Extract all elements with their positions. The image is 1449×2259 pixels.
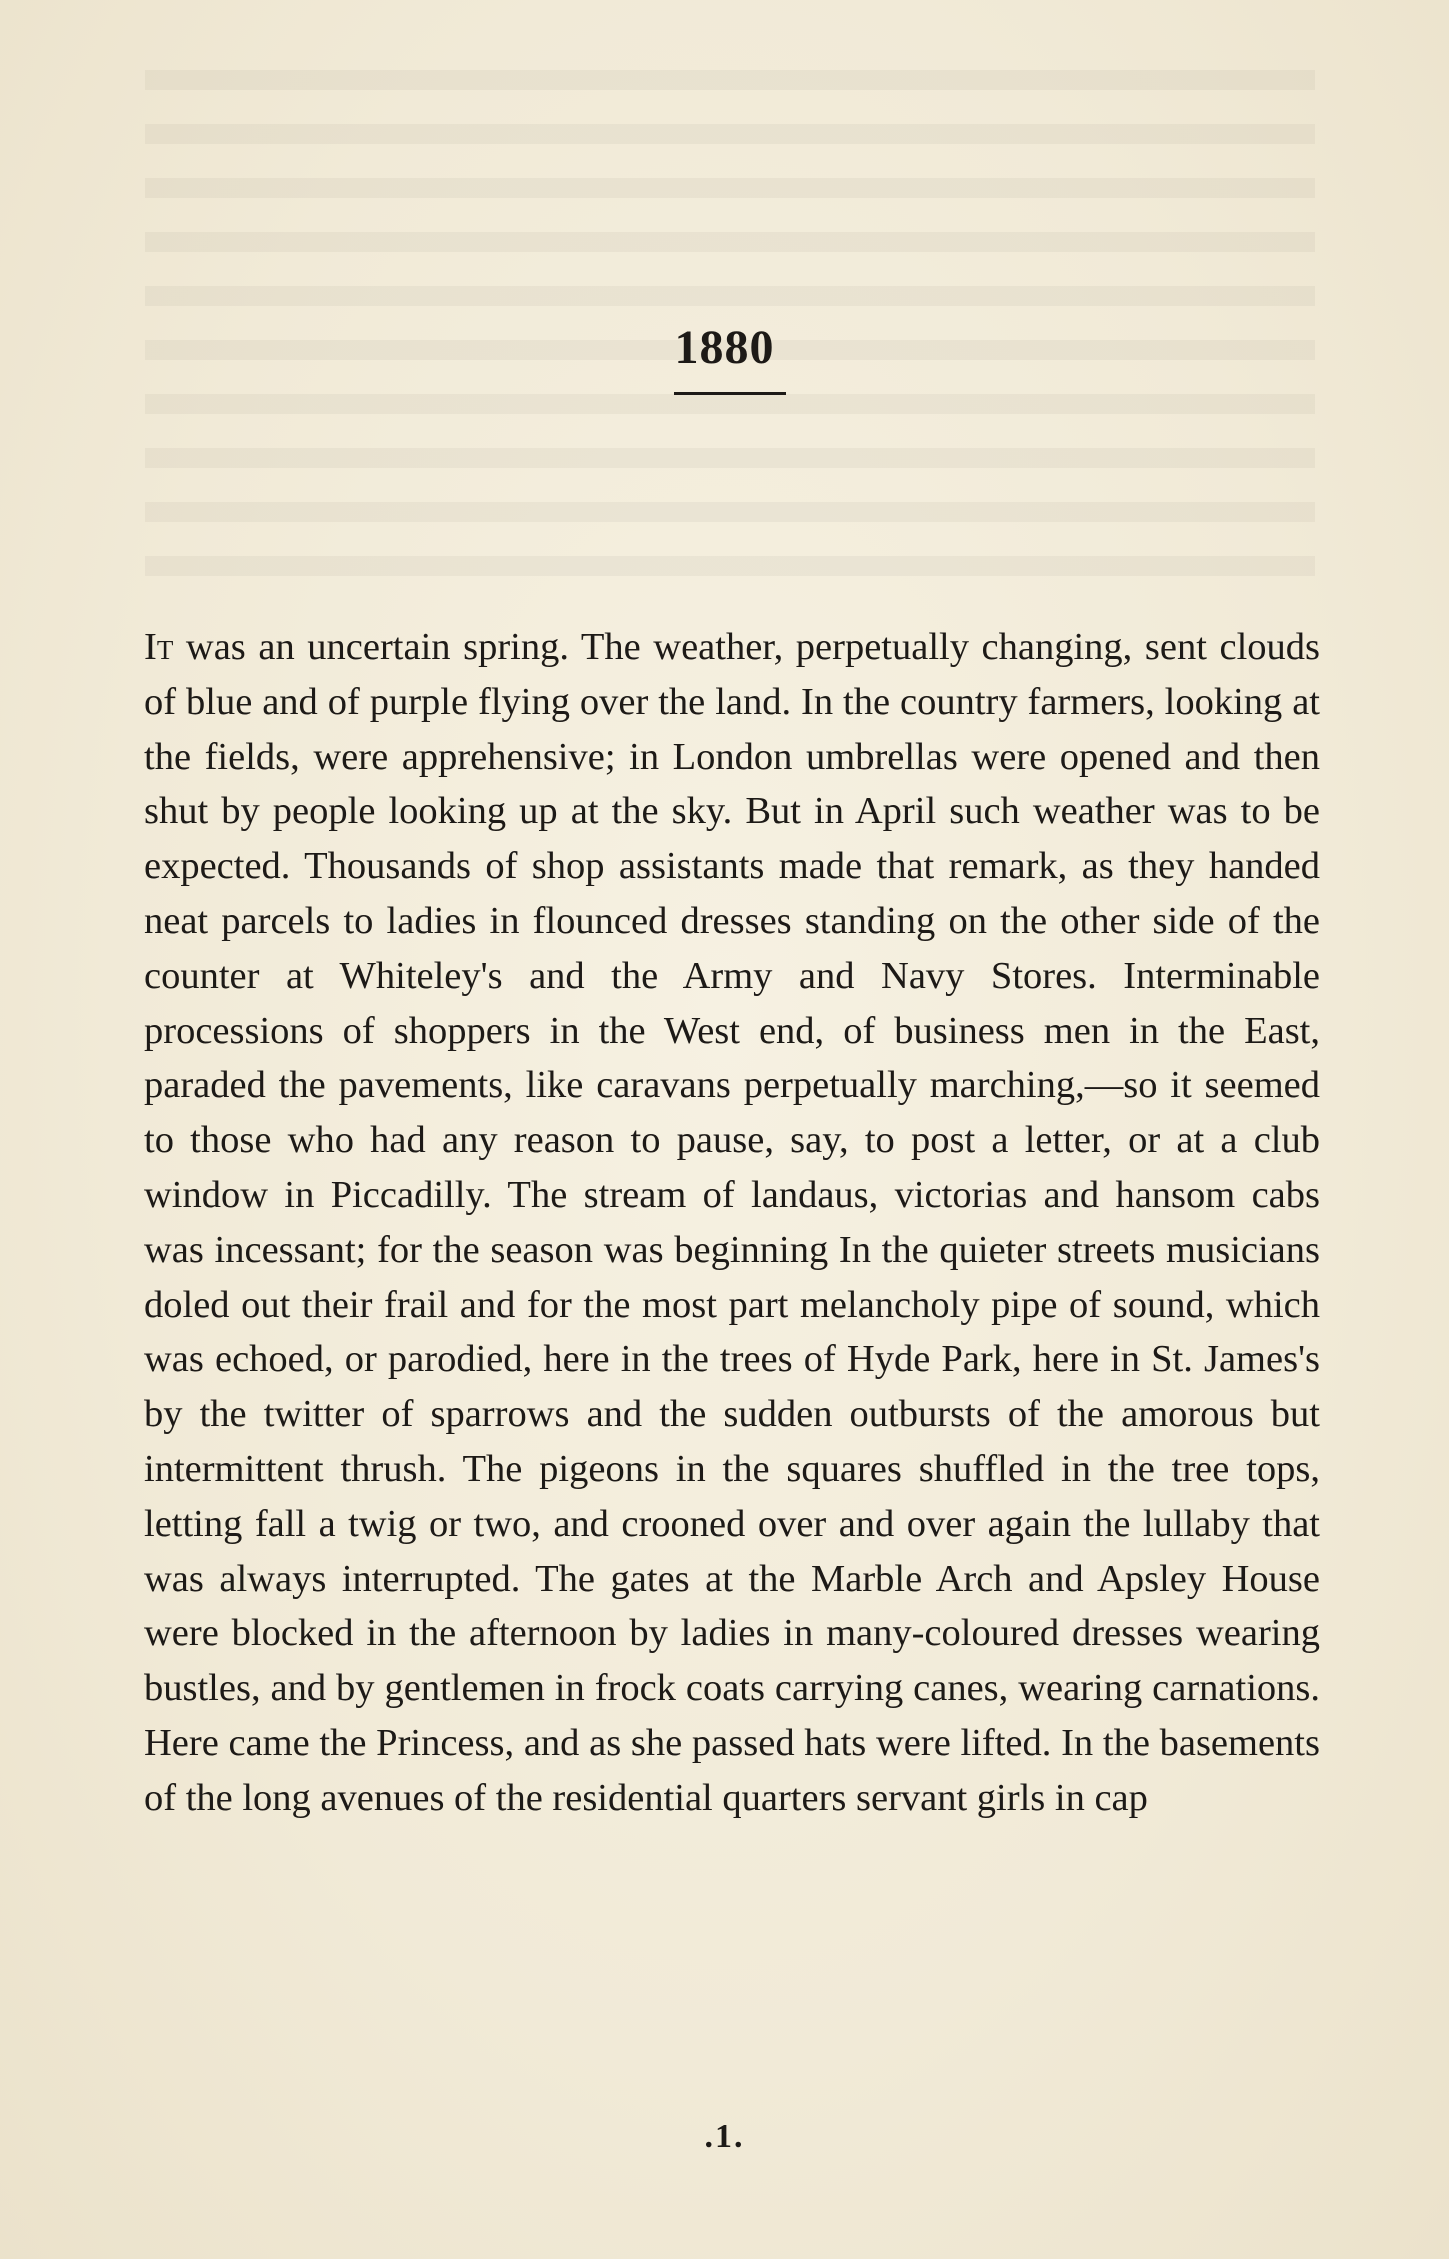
- page-number: .1.: [704, 2118, 745, 2155]
- paragraph-text: was an uncertain spring. The weather, perpetually changing, sent clouds of blue and of purple flying over the land. In the country farmers, looking at the fields, were apprehensive; in London umbrellas were opened and then shut by people looking up at the sky. But in April such weather was to be expected. Thousands of shop assistants made that remark, as they handed neat parcels to ladies in flounced dresses standing on the other side of the counter at Whiteley's and the Army and Navy Stores. Interminable processions of shoppers in the West end, of business men in the East, paraded the pavements, like caravans perpetually marching,—so it seemed to those who had any reason to pause, say, to post a letter, or at a club window in Piccadilly. The stream of landaus, victorias and hansom cabs was incessant; for the season was beginning In the quieter streets musicians doled out their frail and for the most part melancholy pipe of sound, which was echoed, or parodied, here in the trees of Hyde Park, here in St. James's by the twitter of sparrows and the sudden outbursts of the amorous but intermittent thrush. The pigeons in the squares shuffled in the tree tops, letting fall a twig or two, and crooned over and over again the lullaby that was always interrupted. The gates at the Marble Arch and Apsley House were blocked in the afternoon by ladies in many-coloured dresses wearing bustles, and by gentlemen in frock coats carrying canes, wearing carnations. Here came the Princess, and as she passed hats were lifted. In the basements of the long avenues of the residential quarters servant girls in cap: [144, 626, 1320, 1819]
- body-paragraph: [144, 620, 1320, 1826]
- title-underline: [674, 392, 786, 395]
- chapter-title: 1880: [674, 321, 775, 374]
- opening-word: It: [144, 626, 174, 668]
